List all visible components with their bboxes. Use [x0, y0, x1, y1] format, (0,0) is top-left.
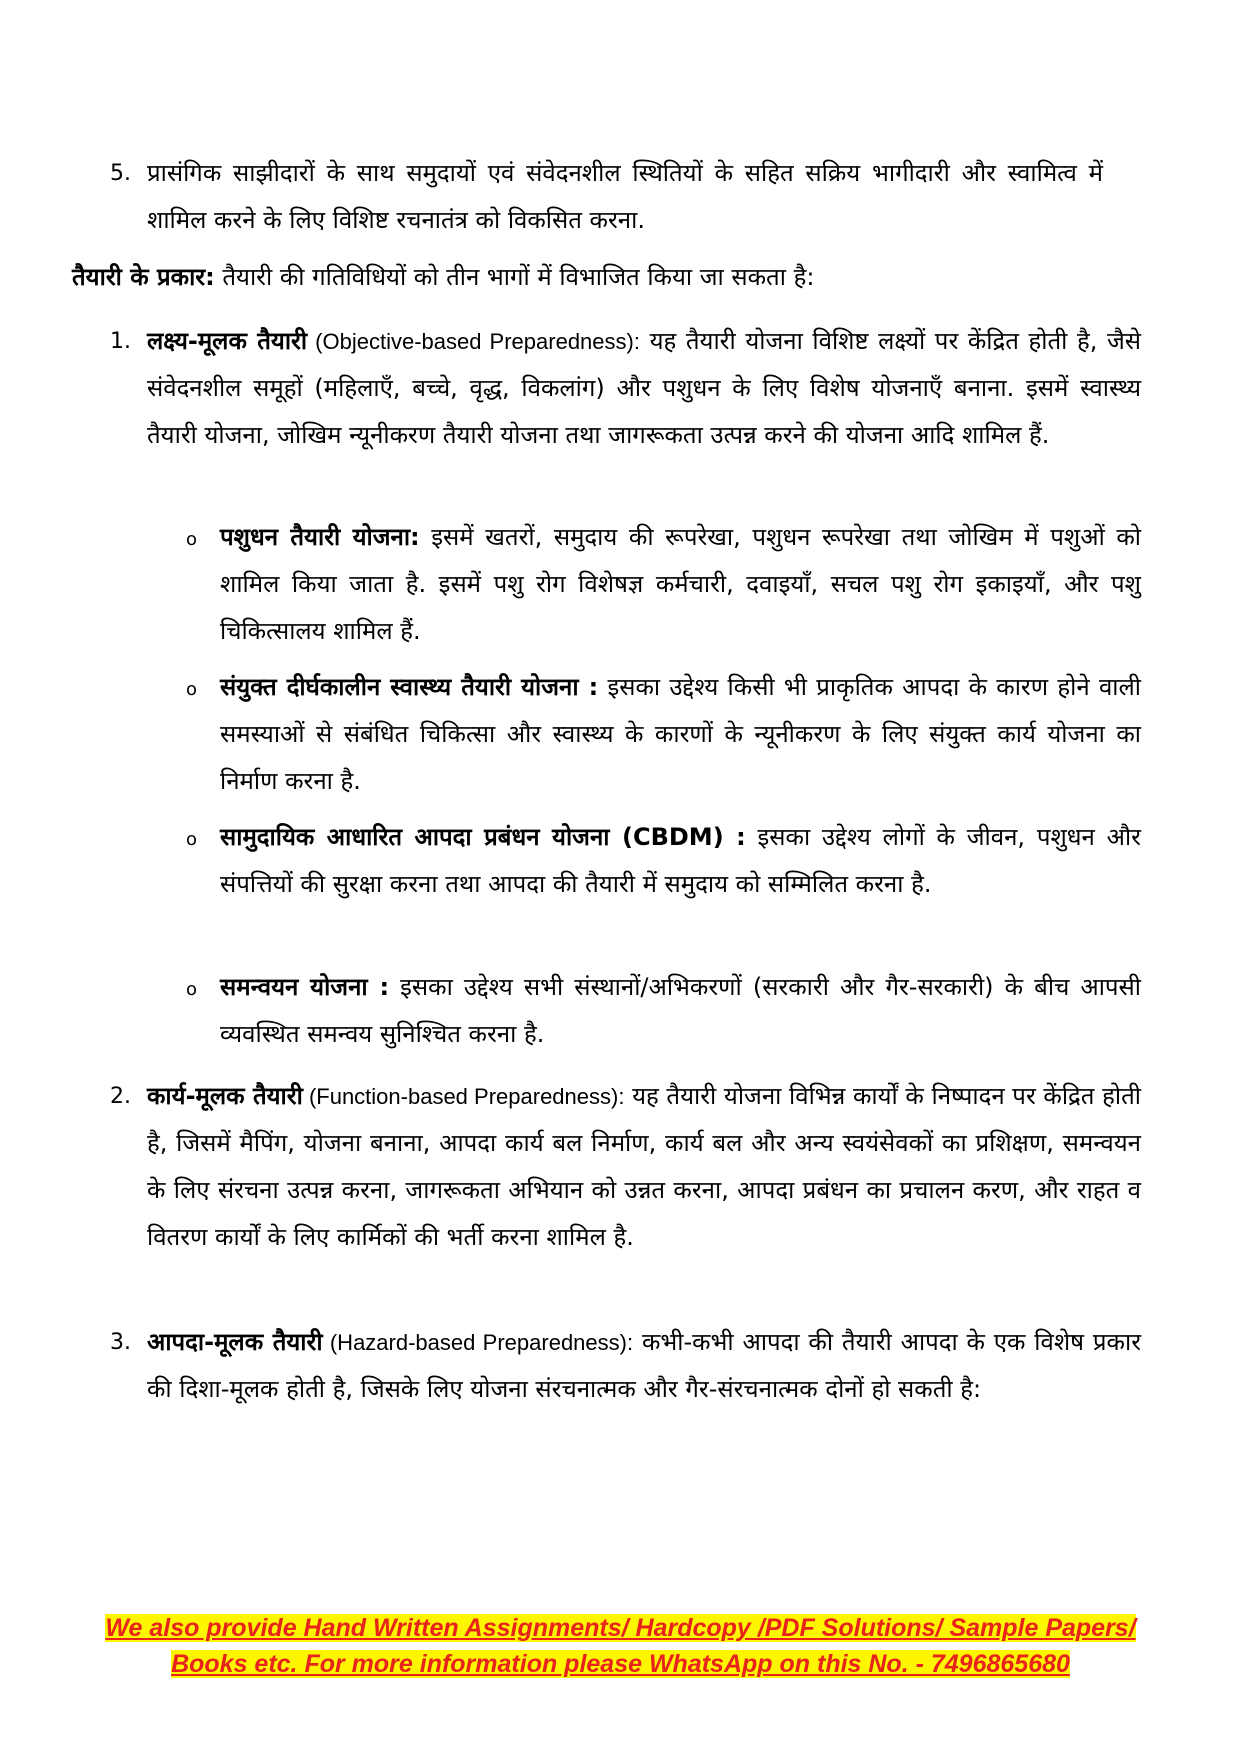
objective-title: लक्ष्य-मूलक तैयारी — [147, 327, 308, 355]
cbdm-plan-item — [220, 814, 1141, 908]
livestock-plan-text: इसमें खतरों, समुदाय की रूपरेखा, पशुधन रूपरेखा तथा जोखिम में पशुओं को शामिल किया जाता है. इसमें पशु रोग विशेषज्ञ कर्मचारी, दवाइयाँ, सचल पशु रोग इकाइयाँ, और पशु चिकित्सालय शामिल हैं. — [220, 523, 1142, 645]
function-number: 2. — [110, 1084, 131, 1109]
coordination-plan-item — [220, 964, 1141, 1058]
types-text: तैयारी की गतिविधियों को तीन भागों में विभाजित किया जा सकता है: — [214, 263, 815, 291]
footer-notice — [0, 1610, 1241, 1682]
footer-line-1: We also provide Hand Written Assignments/ Hardcopy /PDF Solutions/ Sample Papers/ — [105, 1614, 1136, 1642]
footer-line-2: Books etc. For more information please WhatsApp on this No. - 7496865680 — [171, 1650, 1070, 1678]
objective-paragraph — [147, 318, 1141, 459]
item-5-number: 5. — [110, 161, 131, 186]
function-paragraph — [147, 1073, 1141, 1261]
hazard-english: (Hazard-based Preparedness): — [322, 1330, 634, 1355]
coordination-plan-title: समन्वयन योजना : — [220, 973, 390, 1001]
hazard-paragraph — [147, 1319, 1141, 1413]
hazard-text: कभी-कभी आपदा की तैयारी आपदा के एक विशेष प्रकार की दिशा-मूलक होती है, जिसके लिए योजना संरचनात्मक और गैर-संरचनात्मक दोनों हो सकती है: — [147, 1328, 1142, 1403]
types-heading: तैयारी के प्रकार: — [72, 263, 215, 291]
hazard-title: आपदा-मूलक तैयारी — [147, 1328, 323, 1356]
sub-3-bullet: o — [186, 829, 198, 850]
livestock-plan-title: पशुधन तैयारी योजना: — [220, 523, 420, 551]
function-title: कार्य-मूलक तैयारी — [147, 1082, 303, 1110]
item-5-text: प्रासंगिक साझीदारों के साथ समुदायों एवं संवेदनशील स्थितियों के सहित सक्रिय भागीदारी और स्वामित्व में शामिल करने के लिए विशिष्ट रचनातंत्र को विकसित करना. — [147, 159, 1103, 234]
coordination-plan-text: इसका उद्देश्य सभी संस्थानों/अभिकरणों (सरकारी और गैर-सरकारी) के बीच आपसी व्यवस्थित समन्वय सुनिश्चित करना है. — [220, 973, 1141, 1048]
objective-text: यह तैयारी योजना विशिष्ट लक्ष्यों पर केंद्रित होती है, जैसे संवेदनशील समूहों (महिलाएँ, बच्चे, वृद्ध, विकलांग) और पशुधन के लिए विशेष योजनाएँ बनाना. इसमें स्वास्थ्य तैयारी योजना, जोखिम न्यूनीकरण तैयारी योजना तथा जागरूकता उत्पन्न करने की योजना आदि शामिल हैं. — [147, 327, 1142, 449]
cbdm-plan-text: इसका उद्देश्य लोगों के जीवन, पशुधन और संपत्तियों की सुरक्षा करना तथा आपदा की तैयारी में समुदाय को सम्मिलित करना है. — [220, 823, 1141, 898]
objective-english: (Objective-based Preparedness): — [307, 329, 640, 354]
livestock-plan-item — [220, 514, 1141, 655]
function-english: (Function-based Preparedness): — [302, 1084, 625, 1109]
sub-2-bullet: o — [186, 679, 198, 700]
types-paragraph — [72, 254, 1103, 301]
sub-4-bullet: o — [186, 979, 198, 1000]
health-plan-item — [220, 664, 1141, 805]
health-plan-text: इसका उद्देश्य किसी भी प्राकृतिक आपदा के कारण होने वाली समस्याओं से संबंधित चिकित्सा और स्वास्थ्य के कारणों के न्यूनीकरण के लिए संयुक्त कार्य योजना का निर्माण करना है. — [220, 673, 1141, 795]
cbdm-plan-title: सामुदायिक आधारित आपदा प्रबंधन योजना (CBDM) : — [220, 823, 746, 851]
health-plan-title: संयुक्त दीर्घकालीन स्वास्थ्य तैयारी योजना : — [220, 673, 599, 701]
objective-number: 1. — [110, 329, 131, 354]
function-text: यह तैयारी योजना विभिन्न कार्यों के निष्पादन पर केंद्रित होती है, जिसमें मैपिंग, योजना बनाना, आपदा कार्य बल निर्माण, कार्य बल और अन्य स्वयंसेवकों का प्रशिक्षण, समन्वयन के लिए संरचना उत्पन्न करना, जागरूकता अभियान को उन्नत करना, आपदा प्रबंधन का प्रचालन करण, और राहत व वितरण कार्यों के लिए कार्मिकों की भर्ती करना शामिल है. — [147, 1082, 1141, 1251]
hazard-number: 3. — [110, 1330, 131, 1355]
sub-1-bullet: o — [186, 529, 198, 550]
